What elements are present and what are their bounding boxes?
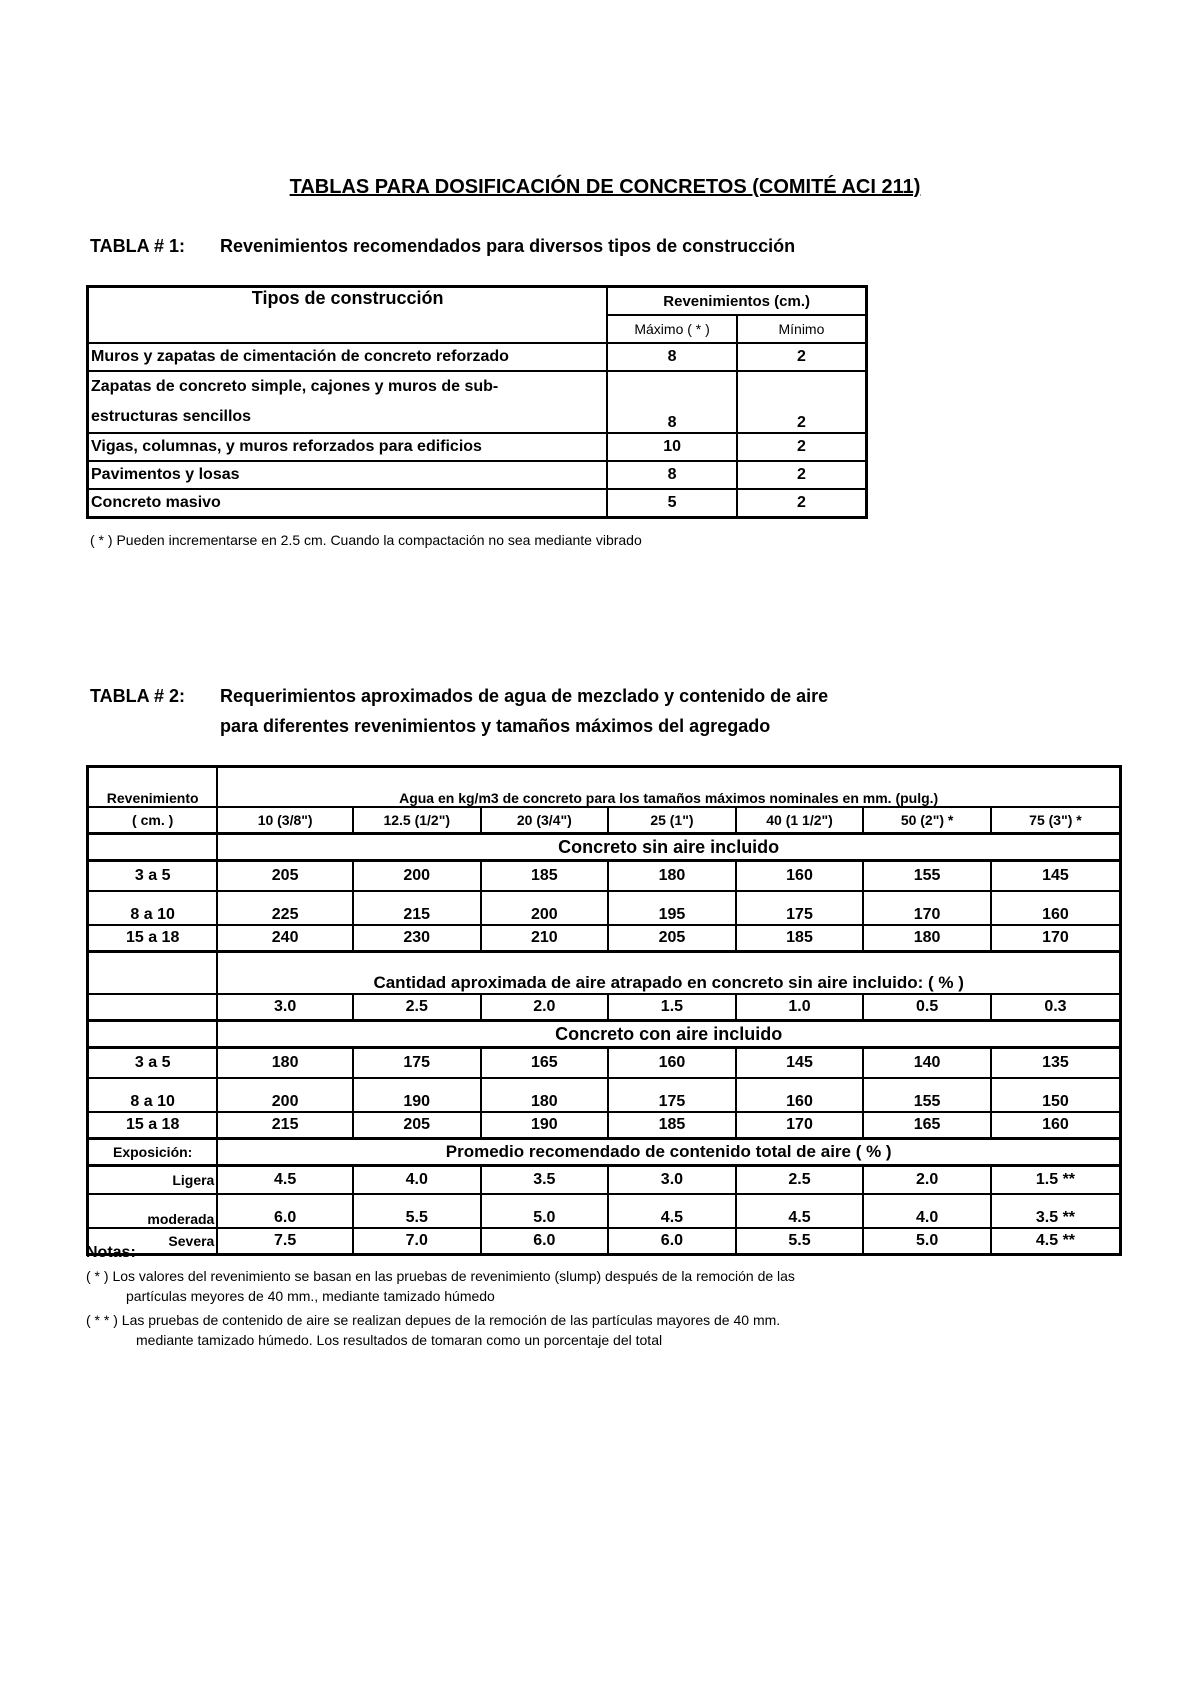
t2-cell: 1.5 — [608, 994, 736, 1021]
t2-cell: 175 — [353, 1048, 481, 1079]
t2-exposicion-label: Exposición: — [88, 1139, 218, 1166]
t1-row-min: 2 — [737, 343, 867, 371]
t2-cell: 1.0 — [736, 994, 864, 1021]
t2-cell: 5.0 — [863, 1228, 991, 1255]
t2-header-agua: Agua en kg/m3 de concreto para los tamaños máximos nominales en mm. (pulg.) — [217, 767, 1120, 808]
t1-row-type: Pavimentos y losas — [88, 461, 608, 489]
table1-label: TABLA # 1: — [90, 236, 186, 256]
t2-cell: 140 — [863, 1048, 991, 1079]
t1-row-type — [88, 371, 608, 433]
t2-cell: 135 — [991, 1048, 1121, 1079]
t1-row-max: 8 — [607, 461, 737, 489]
t2-cell: 2.0 — [481, 994, 609, 1021]
t2-cell: 2.5 — [353, 994, 481, 1021]
table2 — [86, 765, 1122, 1256]
t2-cell: 175 — [736, 891, 864, 925]
t2-cell: 180 — [481, 1078, 609, 1112]
t2-rev: 3 a 5 — [88, 1048, 218, 1079]
t2-cell: 200 — [353, 861, 481, 892]
t1-row-max: 5 — [607, 489, 737, 518]
t2-rev: 15 a 18 — [88, 925, 218, 952]
t2-size: 25 (1") — [608, 807, 736, 834]
note-1-line2: partículas meyores de 40 mm., mediante tamizado húmedo — [126, 1288, 495, 1304]
t2-exposicion-name: Ligera — [88, 1166, 218, 1195]
t1-header-type: Tipos de construcción — [88, 287, 608, 344]
t2-cell: 195 — [608, 891, 736, 925]
t2-rev: 8 a 10 — [88, 891, 218, 925]
t2-cell: 160 — [991, 1112, 1121, 1139]
t2-cell: 7.5 — [217, 1228, 353, 1255]
t2-cell: 1.5 ** — [991, 1166, 1121, 1195]
t2-cell: 145 — [991, 861, 1121, 892]
t2-cell: 4.5 — [608, 1194, 736, 1228]
t1-header-rev: Revenimientos (cm.) — [607, 287, 866, 316]
t2-cell: 155 — [863, 1078, 991, 1112]
t1-row-max: 8 — [607, 343, 737, 371]
t2-section-con: Concreto con aire incluido — [217, 1021, 1120, 1048]
table1 — [86, 285, 868, 519]
t1-row-type: Vigas, columnas, y muros reforzados para edificios — [88, 433, 608, 461]
t2-cell: 185 — [736, 925, 864, 952]
t2-cell: 5.0 — [481, 1194, 609, 1228]
t1-row-max: 8 — [607, 371, 737, 433]
t2-rev: 8 a 10 — [88, 1078, 218, 1112]
t2-size: 40 (1 1/2") — [736, 807, 864, 834]
t2-cell: 160 — [736, 861, 864, 892]
t2-cell: 180 — [863, 925, 991, 952]
t2-cell: 3.0 — [608, 1166, 736, 1195]
table2-caption-line1: Requerimientos aproximados de agua de mezclado y contenido de aire — [220, 686, 829, 706]
t2-cell: 160 — [991, 891, 1121, 925]
t2-size: 20 (3/4") — [481, 807, 609, 834]
note-1-line1: ( * ) Los valores del revenimiento se basan en las pruebas de revenimiento (slump) después de la remoción de las — [86, 1268, 795, 1284]
t2-cell: 0.3 — [991, 994, 1121, 1021]
t2-cell: 215 — [217, 1112, 353, 1139]
table2-caption-line2: para diferentes revenimientos y tamaños máximos del agregado — [220, 716, 771, 736]
table1-caption: Revenimientos recomendados para diversos tipos de construcción — [220, 236, 796, 256]
note-2-line1: ( * * ) Las pruebas de contenido de aire se realizan depues de la remoción de las partículas mayores de 40 mm. — [86, 1312, 781, 1328]
t2-cell: 205 — [608, 925, 736, 952]
t2-cell: 205 — [217, 861, 353, 892]
t2-cell: 7.0 — [353, 1228, 481, 1255]
t2-cell: 175 — [608, 1078, 736, 1112]
t2-cell: 225 — [217, 891, 353, 925]
t2-cell: 4.5 — [736, 1194, 864, 1228]
t2-cell: 0.5 — [863, 994, 991, 1021]
t2-cell: 205 — [353, 1112, 481, 1139]
t2-cell: 150 — [991, 1078, 1121, 1112]
t2-aire-atrapado-label: Cantidad aproximada de aire atrapado en concreto sin aire incluido: ( % ) — [217, 952, 1120, 995]
t2-cell: 185 — [608, 1112, 736, 1139]
t1-row-type: Concreto masivo — [88, 489, 608, 518]
t2-header-rev-2: ( cm. ) — [88, 807, 218, 834]
t2-section-sin: Concreto sin aire incluido — [217, 834, 1120, 861]
t2-blank-cell — [88, 952, 218, 995]
t1-row-min: 2 — [737, 489, 867, 518]
t2-rev: 15 a 18 — [88, 1112, 218, 1139]
t2-size: 75 (3") * — [991, 807, 1121, 834]
t2-cell: 5.5 — [353, 1194, 481, 1228]
t2-cell: 185 — [481, 861, 609, 892]
t2-cell: 170 — [736, 1112, 864, 1139]
t2-cell: 4.5 ** — [991, 1228, 1121, 1255]
t2-cell: 215 — [353, 891, 481, 925]
t2-cell: 165 — [863, 1112, 991, 1139]
t2-cell: 145 — [736, 1048, 864, 1079]
t2-cell: 6.0 — [608, 1228, 736, 1255]
t2-cell: 3.0 — [217, 994, 353, 1021]
t2-blank-cell — [88, 834, 218, 861]
t2-cell: 2.5 — [736, 1166, 864, 1195]
t2-cell: 190 — [481, 1112, 609, 1139]
t1-row-type-line1: Zapatas de concreto simple, cajones y muros de sub- — [91, 378, 499, 395]
t2-header-rev-1: Revenimiento — [88, 767, 218, 808]
t2-cell: 4.0 — [863, 1194, 991, 1228]
t1-header-max: Máximo ( * ) — [607, 315, 737, 343]
t1-row-type: Muros y zapatas de cimentación de concreto reforzado — [88, 343, 608, 371]
t2-cell: 180 — [608, 861, 736, 892]
notes-block — [86, 1244, 795, 1352]
t2-size: 50 (2") * — [863, 807, 991, 834]
t1-row-type-line2: estructuras sencillos — [91, 408, 252, 425]
t2-size: 10 (3/8") — [217, 807, 353, 834]
t2-cell: 160 — [608, 1048, 736, 1079]
t2-cell: 200 — [481, 891, 609, 925]
t2-blank-cell — [88, 1021, 218, 1048]
t1-row-min: 2 — [737, 371, 867, 433]
t2-cell: 200 — [217, 1078, 353, 1112]
t2-cell: 160 — [736, 1078, 864, 1112]
t2-cell: 3.5 ** — [991, 1194, 1121, 1228]
t2-rev: 3 a 5 — [88, 861, 218, 892]
t2-size: 12.5 (1/2") — [353, 807, 481, 834]
page-title: TABLAS PARA DOSIFICACIÓN DE CONCRETOS (COMITÉ ACI 211) — [289, 176, 921, 198]
t1-header-min: Mínimo — [737, 315, 867, 343]
t1-row-min: 2 — [737, 433, 867, 461]
notes-heading: Notas: — [86, 1244, 136, 1261]
t2-cell: 155 — [863, 861, 991, 892]
t2-cell: 3.5 — [481, 1166, 609, 1195]
t2-cell: 180 — [217, 1048, 353, 1079]
table1-note: ( * ) Pueden incrementarse en 2.5 cm. Cuando la compactación no sea mediante vibrado — [90, 532, 642, 548]
t2-cell: 170 — [863, 891, 991, 925]
t2-cell: 210 — [481, 925, 609, 952]
t2-cell: 4.5 — [217, 1166, 353, 1195]
t2-cell: 170 — [991, 925, 1121, 952]
t2-blank-cell — [88, 994, 218, 1021]
t2-exposicion-name: moderada — [88, 1194, 218, 1228]
table2-label: TABLA # 2: — [90, 686, 186, 706]
t1-row-max: 10 — [607, 433, 737, 461]
t2-exposicion-name: Severa — [88, 1228, 218, 1255]
t2-cell: 230 — [353, 925, 481, 952]
t2-cell: 5.5 — [736, 1228, 864, 1255]
t2-cell: 190 — [353, 1078, 481, 1112]
t2-cell: 6.0 — [481, 1228, 609, 1255]
t2-cell: 4.0 — [353, 1166, 481, 1195]
t2-promedio-label: Promedio recomendado de contenido total de aire ( % ) — [217, 1139, 1120, 1166]
t1-row-min: 2 — [737, 461, 867, 489]
t2-cell: 6.0 — [217, 1194, 353, 1228]
t2-cell: 240 — [217, 925, 353, 952]
note-2-line2: mediante tamizado húmedo. Los resultados de tomaran como un porcentaje del total — [136, 1332, 663, 1348]
t2-cell: 165 — [481, 1048, 609, 1079]
t2-cell: 2.0 — [863, 1166, 991, 1195]
